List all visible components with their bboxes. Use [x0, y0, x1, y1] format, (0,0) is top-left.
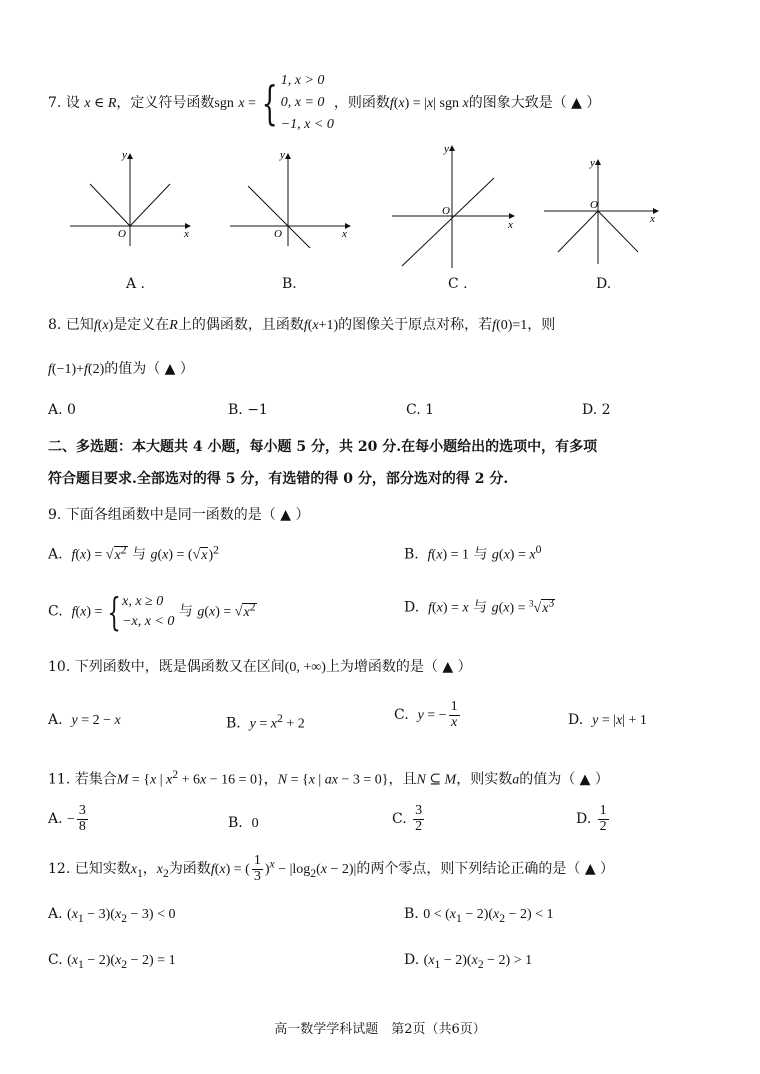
svg-text:O: O: [442, 205, 450, 217]
q12-option-a: A. $(x_1 - 3)(x_2 - 3) < 0$: [48, 906, 176, 925]
q8-option-d: D. 2: [582, 402, 611, 418]
q11-stem: 11. 若集合M = {x | $x^2 + 6x - 16 = 0$}，N = {x | ax − 3 = 0}，且N ⊆ M，则实数a的值为（ ▲ ）: [48, 768, 609, 788]
svg-text:O: O: [274, 228, 282, 240]
section2-line2: 符合题目要求.全部选对的得 5 分，有选错的得 0 分，部分选对的得 2 分.: [48, 471, 509, 487]
graph-b: [226, 148, 356, 248]
graph-a: [66, 148, 196, 248]
q10-stem: 10. 下列函数中，既是偶函数又在区间(0, +∞)上为增函数的是（ ▲ ）: [48, 659, 472, 675]
page-footer: 高一数学学科试题 第2页（共6页）: [274, 1022, 486, 1037]
svg-text:x: x: [342, 228, 347, 240]
graph-c-label: C .: [448, 276, 468, 292]
svg-text:x: x: [650, 213, 655, 225]
q10-option-b: B. $y = x^2 + 2$: [226, 712, 305, 732]
q12-stem: 12. 已知实数$x_1$，$x_2$为函数f(x) = ( $\frac{1}{3}$ )$^x - |\log_2(x - 2)|$的两个零点，则下列结论正确的是（ ▲ ）: [48, 853, 615, 884]
q7-stem: 7. 设 x ∈ R，定义符号函数sgn x = { 1, x > 0 0, x = 0 −1, x < 0 ，则函数f(x) = |x| sgn x的图象大致是（ ▲ ）: [48, 70, 600, 136]
q8-option-a: A. 0: [48, 402, 76, 418]
q9-option-d: D. f(x) = x 与 $g(x) = ^3√x^3$: [404, 596, 555, 616]
q12-option-c: C. $(x_1 - 2)(x_2 - 2) = 1$: [48, 952, 176, 971]
svg-text:y: y: [122, 149, 127, 161]
svg-text:O: O: [118, 228, 126, 240]
svg-text:x: x: [508, 219, 513, 231]
graph-c: [390, 142, 520, 272]
piecewise-cases: 1, x > 0 0, x = 0 −1, x < 0: [280, 73, 334, 132]
q10-option-d: D. y = |x| + 1: [568, 712, 647, 728]
q12-option-d: D. $(x_1 - 2)(x_2 - 2) > 1$: [404, 952, 533, 971]
q8-line2: f(−1)+f(2)的值为（ ▲ ）: [48, 361, 194, 377]
q10-option-a: A. y = 2 − x: [48, 712, 121, 728]
svg-text:y: y: [590, 157, 595, 169]
q8-line1: 8. 已知f(x)是定义在R上的偶函数，且函数f(x+1)的图像关于原点对称，若f(0)=1，则: [48, 317, 556, 333]
q9-option-a: A. $f(x) = √x^2$ 与 $g(x) = (√x)^2$: [48, 543, 219, 563]
q12-option-b: B. $0 < (x_1 - 2)(x_2 - 2) < 1$: [404, 906, 554, 925]
left-brace: {: [262, 76, 279, 130]
svg-text:y: y: [280, 149, 285, 161]
graph-d-label: D.: [596, 276, 612, 292]
q9-option-c: C. f(x) = { x, x ≥ 0 −x, x < 0 与 $g(x) = √x^2$: [48, 589, 256, 634]
svg-text:O: O: [590, 199, 598, 211]
graph-b-label: B.: [282, 276, 297, 292]
svg-text:y: y: [444, 143, 449, 155]
q10-option-c: C. y = − $\frac{1}{x}$: [394, 699, 458, 730]
q8-option-b: B. −1: [228, 402, 268, 418]
graph-d: [542, 156, 672, 266]
q11-option-b: B. 0: [228, 815, 259, 831]
q9-option-b: B. f(x) = 1 与 $g(x) = x^0$: [404, 543, 542, 563]
q8-option-c: C. 1: [406, 402, 435, 418]
q11-option-d: D. $\frac{1}{2}$: [576, 803, 607, 834]
graph-a-label: A .: [126, 276, 146, 292]
section2-line1: 二、多选题：本大题共 4 小题，每小题 5 分，共 20 分.在每小题给出的选项中，有多项: [48, 439, 598, 455]
svg-text:x: x: [184, 228, 189, 240]
q11-option-a: A. − $\frac{3}{8}$: [48, 803, 86, 834]
q9-stem: 9. 下面各组函数中是同一函数的是（ ▲ ）: [48, 507, 310, 523]
q11-option-c: C. $\frac{3}{2}$: [392, 803, 423, 834]
